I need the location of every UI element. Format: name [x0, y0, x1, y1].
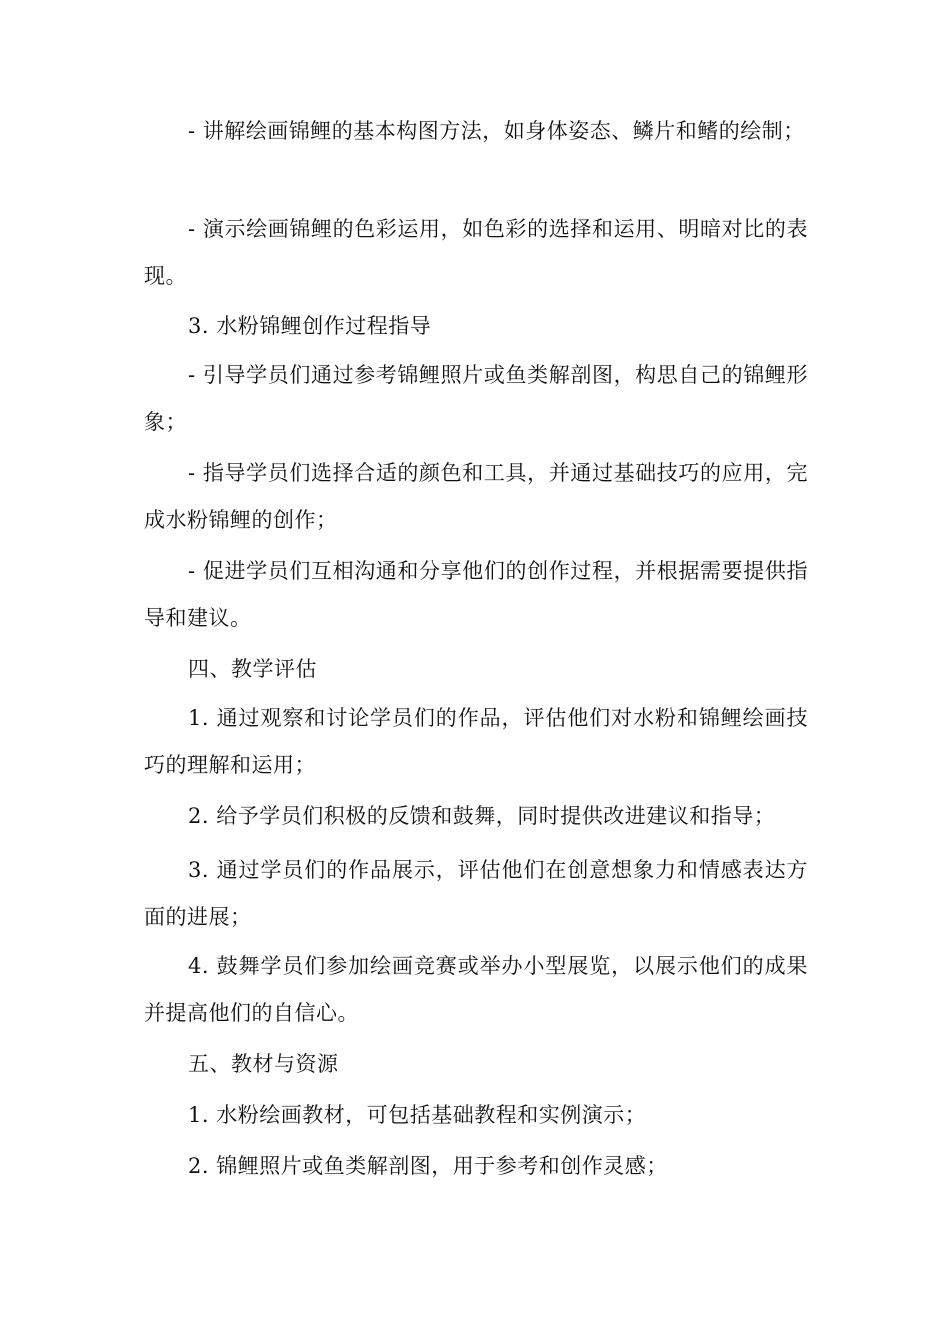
paragraph-color-usage: - 演示绘画锦鲤的色彩运用，如色彩的选择和运用、明暗对比的表现。	[144, 217, 808, 288]
paragraph-communication-sharing: - 促进学员们互相沟通和分享他们的创作过程，并根据需要提供指导和建议。	[144, 559, 808, 630]
paragraph-evaluation-1: 1. 通过观察和讨论学员们的作品，评估他们对水粉和锦鲤绘画技巧的理解和运用；	[144, 706, 808, 777]
paragraph-evaluation-2: 2. 给予学员们积极的反馈和鼓舞，同时提供改进建议和指导；	[188, 804, 776, 828]
section-heading-materials-resources: 五、教材与资源	[188, 1052, 339, 1076]
paragraph-guide-students: - 引导学员们通过参考锦鲤照片或鱼类解剖图，构思自己的锦鲤形象；	[144, 363, 808, 434]
paragraph-evaluation-3: 3. 通过学员们的作品展示，评估他们在创意想象力和情感表达方面的进展；	[144, 858, 808, 929]
paragraph-composition-method: - 讲解绘画锦鲤的基本构图方法，如身体姿态、鳞片和鳍的绘制；	[188, 119, 805, 143]
paragraph-materials-2: 2. 锦鲤照片或鱼类解剖图，用于参考和创作灵感；	[188, 1154, 668, 1178]
paragraph-evaluation-4: 4. 鼓舞学员们参加绘画竞赛或举办小型展览，以展示他们的成果并提高他们的自信心。	[144, 954, 808, 1025]
paragraph-choose-colors-tools: - 指导学员们选择合适的颜色和工具，并通过基础技巧的应用，完成水粉锦鲤的创作；	[144, 461, 808, 532]
paragraph-materials-1: 1. 水粉绘画教材，可包括基础教程和实例演示；	[188, 1103, 647, 1127]
section-heading-teaching-evaluation: 四、教学评估	[188, 657, 317, 681]
section-heading-creation-guidance: 3. 水粉锦鲤创作过程指导	[188, 314, 432, 338]
